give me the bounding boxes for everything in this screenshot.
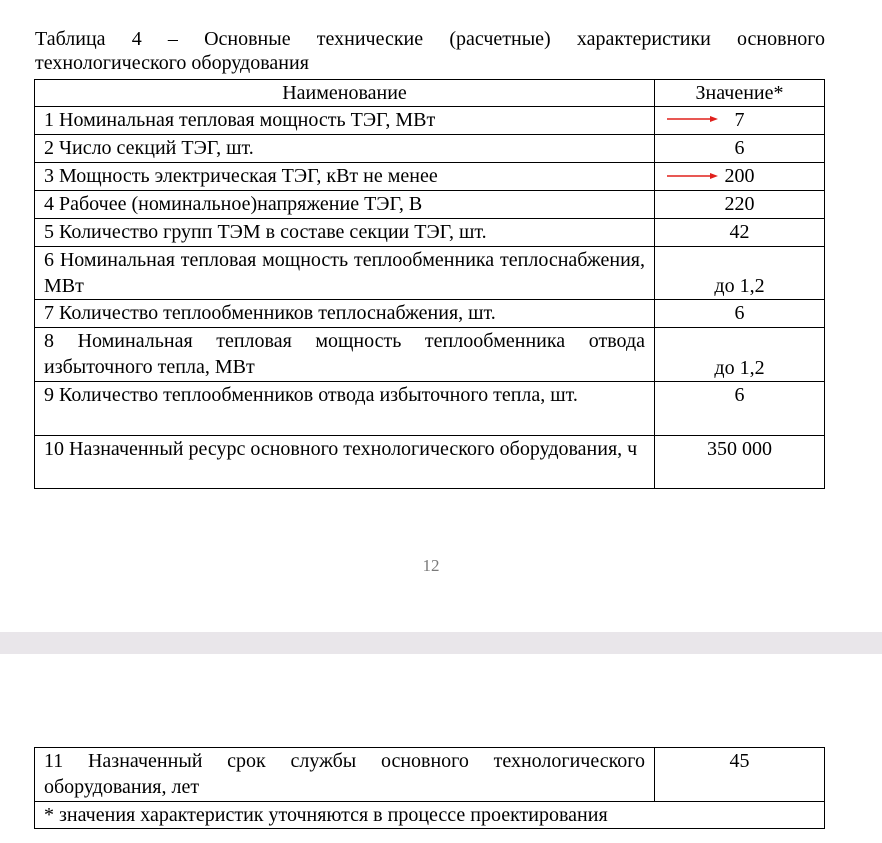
row-name: 3 Мощность электрическая ТЭГ, кВт не менее	[35, 163, 655, 191]
table-row	[35, 436, 825, 489]
table-caption	[35, 27, 825, 75]
row-value: 45	[655, 748, 825, 802]
row-value: 350 000	[655, 436, 825, 489]
table-row	[35, 135, 825, 163]
table-row	[35, 328, 825, 382]
header-name: Наименование	[35, 80, 655, 107]
page-break-gap	[0, 632, 882, 654]
table-row	[35, 219, 825, 247]
row-name: 4 Рабочее (номинальное)напряжение ТЭГ, В	[35, 191, 655, 219]
row-value: 200	[655, 163, 825, 191]
row-value: 6	[655, 135, 825, 163]
caption-line-1: Таблица 4 – Основные технические (расчетные) характеристики основного	[35, 28, 825, 50]
row-name: 8 Номинальная тепловая мощность теплообменника отвода избыточного тепла, МВт	[35, 328, 655, 382]
row-name: 1 Номинальная тепловая мощность ТЭГ, МВт	[35, 107, 655, 135]
table-row	[35, 300, 825, 328]
row-value: до 1,2	[655, 247, 825, 300]
table-row	[35, 382, 825, 436]
table-row	[35, 748, 825, 802]
page-number: 12	[422, 556, 440, 575]
row-value: 6	[655, 300, 825, 328]
characteristics-table-continued	[34, 747, 825, 829]
red-arrow-icon	[666, 170, 720, 182]
header-value: Значение*	[655, 80, 825, 107]
row-value: до 1,2	[655, 328, 825, 382]
row-name: 2 Число секций ТЭГ, шт.	[35, 135, 655, 163]
row-value: 42	[655, 219, 825, 247]
table-row	[35, 191, 825, 219]
characteristics-table	[34, 79, 825, 489]
row-name: 9 Количество теплообменников отвода избыточного тепла, шт.	[35, 382, 655, 436]
row-name: 5 Количество групп ТЭМ в составе секции ТЭГ, шт.	[35, 219, 655, 247]
row-value: 7	[655, 107, 825, 135]
row-name: 10 Назначенный ресурс основного технологического оборудования, ч	[35, 436, 655, 489]
row-value: 220	[655, 191, 825, 219]
row-name: 6 Номинальная тепловая мощность теплообменника теплоснабжения, МВт	[35, 247, 655, 300]
footnote-row	[35, 802, 825, 829]
red-arrow-icon	[666, 113, 720, 125]
row-name: 11 Назначенный срок службы основного технологического оборудования, лет	[35, 748, 655, 802]
row-value: 6	[655, 382, 825, 436]
table-header-row	[35, 80, 825, 107]
footnote: * значения характеристик уточняются в процессе проектирования	[35, 802, 825, 829]
caption-line-2: технологического оборудования	[35, 52, 309, 74]
row-name: 7 Количество теплообменников теплоснабжения, шт.	[35, 300, 655, 328]
table-row	[35, 247, 825, 300]
